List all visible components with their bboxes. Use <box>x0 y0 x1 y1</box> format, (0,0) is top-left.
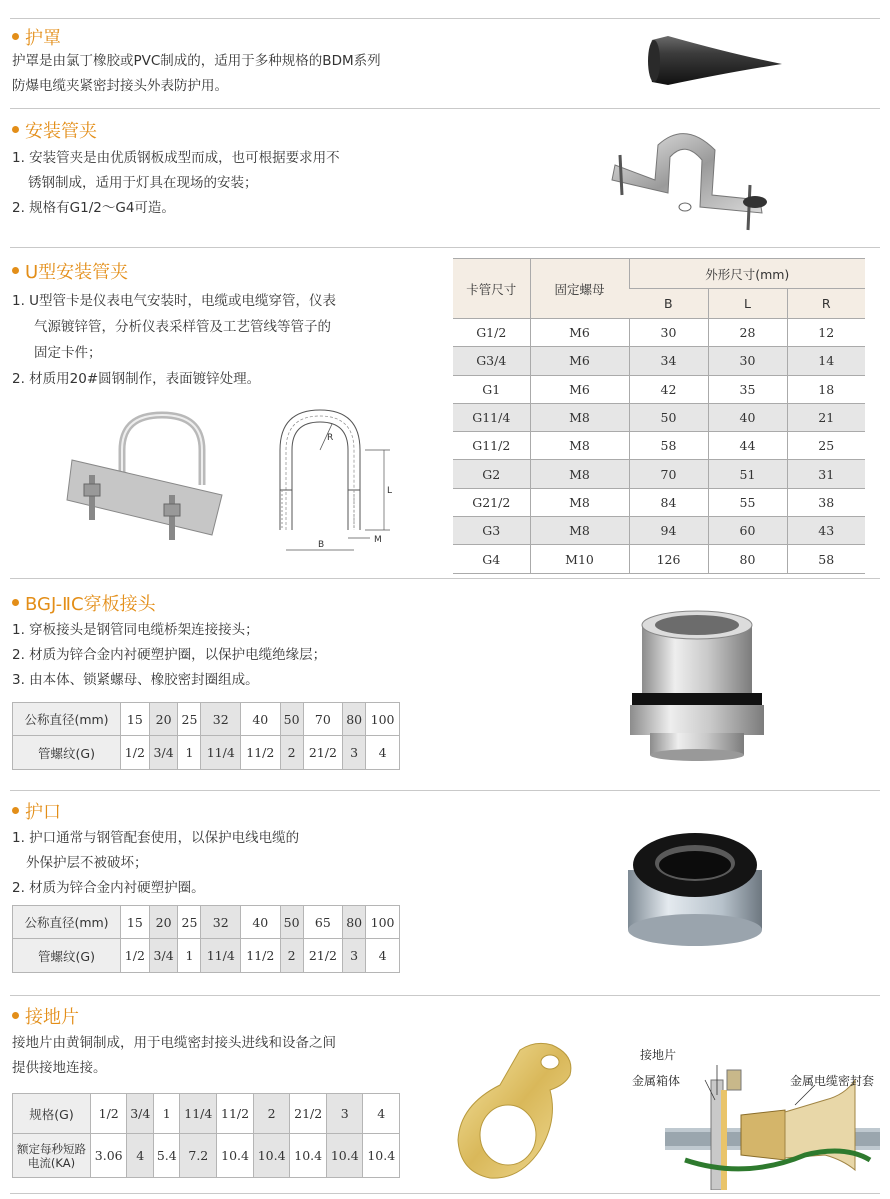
table-cell: G11/2 <box>453 432 530 460</box>
section-rule <box>10 108 880 109</box>
section-title-clamp: 安装管夹 <box>12 117 97 143</box>
section-title-ground: 接地片 <box>12 1003 79 1029</box>
cover-description: 护罩是由氯丁橡胶或PVC制成的，适用于多种规格的BDM系列 防爆电缆夹紧密封接头外表防护用。 <box>12 53 381 94</box>
table-cell: G21/2 <box>453 488 530 516</box>
table-cell: 10.4 <box>217 1134 254 1178</box>
table-row <box>453 375 865 403</box>
bullet-icon <box>12 807 19 814</box>
table-cell: 65 <box>303 906 343 939</box>
table-cell: 30 <box>708 347 787 375</box>
table-cell: 10.4 <box>290 1134 327 1178</box>
label-cable-seal: 金属电缆密封套 <box>790 1074 875 1088</box>
table-cell: 21/2 <box>290 1094 327 1134</box>
table-row <box>13 1094 400 1134</box>
section-title-bgj: BGJ-ⅡC穿板接头 <box>12 590 156 616</box>
table-cell: 10.4 <box>253 1134 289 1178</box>
section-rule <box>10 790 880 791</box>
dim-l: L <box>387 486 393 496</box>
bullet-icon <box>12 126 19 133</box>
bgj-description: 1. 穿板接头是钢管同电缆桥架连接接头； 2. 材质为锌合金内衬硬塑护圈，以保护电缆绝缘层； 3. 由本体、锁紧螺母、橡胶密封圈组成。 <box>12 622 327 688</box>
table-cell: 4 <box>127 1134 154 1178</box>
table-row <box>453 460 865 488</box>
table-cell: 3.06 <box>91 1134 127 1178</box>
table-cell: 34 <box>629 347 708 375</box>
table-cell: M8 <box>530 460 629 488</box>
table-cell: 50 <box>280 703 303 736</box>
col-nut: 固定螺母 <box>530 259 629 319</box>
table-cell: 28 <box>708 319 787 347</box>
table-cell: 25 <box>178 703 201 736</box>
table-cell: 50 <box>629 403 708 431</box>
table-cell: 额定每秒短路 电流(KA) <box>13 1134 91 1178</box>
table-cell: 21 <box>787 403 865 431</box>
ground-lug-image <box>440 1040 590 1190</box>
table-cell: G2 <box>453 460 530 488</box>
top-rule <box>10 18 880 19</box>
table-cell: 4 <box>366 736 400 770</box>
table-cell: 25 <box>787 432 865 460</box>
table-cell: 43 <box>787 517 865 545</box>
table-cell: 42 <box>629 375 708 403</box>
table-cell: 10.4 <box>327 1134 363 1178</box>
table-cell: M6 <box>530 375 629 403</box>
bullet-icon <box>12 599 19 606</box>
table-cell: 3/4 <box>149 939 178 973</box>
bullet-icon <box>12 267 19 274</box>
cover-image <box>640 30 790 90</box>
bullet-icon <box>12 33 19 40</box>
table-cell: 100 <box>366 906 400 939</box>
table-cell: 51 <box>708 460 787 488</box>
table-row <box>453 517 865 545</box>
table-cell: M8 <box>530 517 629 545</box>
table-cell: M6 <box>530 319 629 347</box>
guard-description: 1. 护口通常与钢管配套使用，以保护电线电缆的 外保护层不被破坏； 2. 材质为锌合金内衬硬塑护圈。 <box>12 830 300 896</box>
table-cell: G11/4 <box>453 403 530 431</box>
table-cell: 31 <box>787 460 865 488</box>
table-cell: G1 <box>453 375 530 403</box>
ground-spec-table <box>12 1093 400 1178</box>
table-cell: G3/4 <box>453 347 530 375</box>
table-cell: 11/2 <box>241 736 281 770</box>
u-bolt-diagram <box>270 400 410 560</box>
table-cell: 35 <box>708 375 787 403</box>
section-rule <box>10 247 880 248</box>
section-title-uclamp: U型安装管夹 <box>12 258 128 284</box>
table-cell: 30 <box>629 319 708 347</box>
col-r: R <box>787 289 865 319</box>
section-rule <box>10 578 880 579</box>
table-cell: 1 <box>178 939 201 973</box>
guard-spec-table <box>12 905 400 973</box>
table-row <box>453 488 865 516</box>
table-cell: 126 <box>629 545 708 573</box>
table-cell: 1/2 <box>121 939 150 973</box>
table-row <box>13 906 400 939</box>
table-row <box>13 703 400 736</box>
table-cell: 3 <box>343 939 366 973</box>
table-cell: 80 <box>708 545 787 573</box>
col-b: B <box>629 289 708 319</box>
table-cell: G1/2 <box>453 319 530 347</box>
table-cell: 58 <box>629 432 708 460</box>
table-cell: 公称直径(mm) <box>13 703 121 736</box>
table-row <box>453 403 865 431</box>
table-cell: 32 <box>201 906 241 939</box>
table-cell: 1 <box>178 736 201 770</box>
table-row <box>453 545 865 573</box>
table-cell: G3 <box>453 517 530 545</box>
dim-r: R <box>327 433 334 443</box>
table-cell: 20 <box>149 703 178 736</box>
table-cell: 5.4 <box>154 1134 180 1178</box>
clamp-description: 1. 安装管夹是由优质钢板成型而成，也可根据要求用不 锈钢制成，适用于灯具在现场的安装； 2. 规格有G1/2～G4可造。 <box>12 150 340 216</box>
table-cell: 84 <box>629 488 708 516</box>
table-cell: 70 <box>303 703 343 736</box>
section-rule <box>10 995 880 996</box>
table-cell: 55 <box>708 488 787 516</box>
bottom-rule <box>10 1193 880 1194</box>
col-pipe-size: 卡管尺寸 <box>453 259 530 319</box>
ground-description: 接地片由黄铜制成，用于电缆密封接头进线和设备之间 提供接地连接。 <box>12 1035 336 1076</box>
section-title-guard: 护口 <box>12 798 61 824</box>
table-cell: 32 <box>201 703 241 736</box>
guard-bushing-image <box>620 815 770 950</box>
col-dimensions: 外形尺寸(mm) <box>629 259 865 289</box>
uclamp-description: 1. U型管卡是仪表电气安装时，电缆或电缆穿管，仪表 气源镀锌管，分析仪表采样管及工艺管线等管子的 固定卡件； 2. 材质用20#圆钢制作，表面镀锌处理。 <box>12 293 337 387</box>
table-cell: 50 <box>280 906 303 939</box>
table-cell: 15 <box>121 703 150 736</box>
dim-b: B <box>318 540 325 550</box>
table-row <box>453 319 865 347</box>
table-cell: 3 <box>327 1094 363 1134</box>
table-cell: 21/2 <box>303 939 343 973</box>
table-cell: 管螺纹(G) <box>13 939 121 973</box>
table-cell: 11/4 <box>201 939 241 973</box>
table-cell: 3/4 <box>149 736 178 770</box>
u-bolt-image <box>62 410 232 550</box>
table-cell: 3 <box>343 736 366 770</box>
bgj-spec-table <box>12 702 400 770</box>
bullet-icon <box>12 1012 19 1019</box>
table-cell: M8 <box>530 432 629 460</box>
table-cell: 25 <box>178 906 201 939</box>
table-cell: 60 <box>708 517 787 545</box>
col-l: L <box>708 289 787 319</box>
table-cell: 40 <box>241 906 281 939</box>
table-cell: M6 <box>530 347 629 375</box>
table-cell: 7.2 <box>180 1134 217 1178</box>
table-cell: 3/4 <box>127 1094 154 1134</box>
table-cell: 80 <box>343 906 366 939</box>
table-cell: 80 <box>343 703 366 736</box>
table-cell: 18 <box>787 375 865 403</box>
table-cell: 11/2 <box>217 1094 254 1134</box>
label-ground-lug: 接地片 <box>640 1048 677 1062</box>
table-cell: 公称直径(mm) <box>13 906 121 939</box>
table-cell: M10 <box>530 545 629 573</box>
table-row <box>453 347 865 375</box>
table-cell: 1/2 <box>91 1094 127 1134</box>
table-cell: M8 <box>530 403 629 431</box>
bgj-connector-image <box>622 605 772 765</box>
table-cell: 2 <box>280 736 303 770</box>
table-cell: 40 <box>241 703 281 736</box>
table-cell: 44 <box>708 432 787 460</box>
table-cell: 94 <box>629 517 708 545</box>
table-cell: 21/2 <box>303 736 343 770</box>
table-cell: 11/4 <box>180 1094 217 1134</box>
table-cell: 20 <box>149 906 178 939</box>
table-cell: 70 <box>629 460 708 488</box>
table-row <box>13 1134 400 1178</box>
table-cell: 40 <box>708 403 787 431</box>
table-cell: 12 <box>787 319 865 347</box>
table-cell: 14 <box>787 347 865 375</box>
section-title-cover: 护罩 <box>12 24 61 50</box>
table-cell: 15 <box>121 906 150 939</box>
table-cell: 100 <box>366 703 400 736</box>
table-row <box>13 736 400 770</box>
table-cell: 管螺纹(G) <box>13 736 121 770</box>
table-row <box>453 432 865 460</box>
clamp-image <box>600 125 780 235</box>
table-cell: 1 <box>154 1094 180 1134</box>
table-cell: 1/2 <box>121 736 150 770</box>
dim-m: M <box>374 535 382 545</box>
table-cell: 11/2 <box>241 939 281 973</box>
table-cell: 11/4 <box>201 736 241 770</box>
table-cell: 38 <box>787 488 865 516</box>
table-row <box>13 939 400 973</box>
table-cell: 10.4 <box>363 1134 400 1178</box>
uclamp-spec-table <box>453 258 865 574</box>
table-cell: G4 <box>453 545 530 573</box>
table-cell: 规格(G) <box>13 1094 91 1134</box>
label-metal-box: 金属箱体 <box>632 1074 681 1088</box>
table-cell: M8 <box>530 488 629 516</box>
table-cell: 2 <box>280 939 303 973</box>
table-cell: 2 <box>253 1094 289 1134</box>
table-cell: 58 <box>787 545 865 573</box>
table-cell: 4 <box>366 939 400 973</box>
table-cell: 4 <box>363 1094 400 1134</box>
